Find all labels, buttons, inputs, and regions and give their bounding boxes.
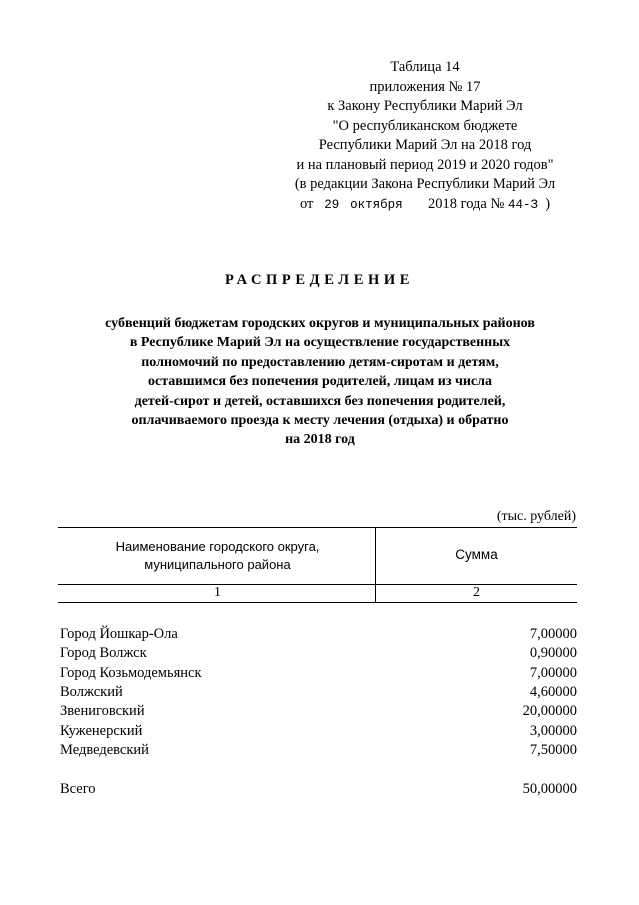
amendment-day: 29 (324, 197, 340, 212)
row-name: Город Йошкар-Ола (60, 626, 178, 642)
row-name: Волжский (60, 683, 123, 700)
subtitle-line: в Республике Марий Эл на осуществление государственных (129, 335, 511, 351)
header-appendix: приложения № 17 (369, 78, 481, 95)
amendment-close: ) (545, 195, 551, 212)
subtitle-line: оставшимся без попечения родителей, лицам из числа (147, 374, 492, 390)
row-value: 0,90000 (529, 645, 577, 662)
row-name: Куженерский (60, 722, 143, 739)
row-value: 7,50000 (529, 741, 577, 758)
subtitle-line: на 2018 год (285, 432, 355, 448)
table-row (60, 665, 577, 684)
header-amendment: (в редакции Закона Республики Марий Эл (294, 176, 556, 192)
subtitle-line: субвенций бюджетам городских округов и муниципальных районов (105, 316, 535, 331)
document-title: РАСПРЕДЕЛЕНИЕ (225, 272, 414, 288)
column-number-2: 2 (473, 585, 480, 600)
total-label: Всего (60, 781, 96, 797)
document-subtitle (60, 314, 580, 450)
subtitle-line: детей-сирот и детей, оставшихся без попечения родителей, (134, 393, 506, 409)
header-amendment-date (260, 195, 590, 216)
header-table-number: Таблица 14 (390, 59, 460, 75)
row-name: Город Волжск (60, 645, 147, 662)
row-value: 3,00000 (529, 722, 577, 739)
amendment-number: 44-З (507, 197, 538, 212)
column-header-name-line1: Наименование городского округа, (115, 539, 320, 554)
table-top-rule (58, 527, 577, 528)
row-value: 7,00000 (529, 626, 577, 642)
table-row (60, 645, 577, 664)
table-numbering-rule (58, 602, 577, 603)
amendment-year: 2018 года № (428, 195, 505, 212)
row-name: Медведевский (60, 741, 149, 758)
subtitle-line: оплачиваемого проезда к месту лечения (отдыха) и обратно (131, 413, 509, 429)
subtitle-line: полномочий по предоставлению детям-сиротам и детям, (141, 354, 499, 370)
amendment-month: октября (350, 197, 403, 212)
column-number-1: 1 (214, 585, 221, 600)
amendment-from: от (299, 195, 314, 212)
total-value: 50,00000 (522, 781, 577, 797)
row-value: 7,00000 (529, 664, 577, 681)
document-header (260, 58, 590, 215)
table-row (60, 723, 577, 742)
header-law: к Закону Республики Марий Эл (327, 98, 523, 114)
table-row (60, 742, 577, 761)
column-header-name (60, 538, 375, 574)
row-value: 20,00000 (522, 703, 577, 720)
table-row (60, 626, 577, 645)
header-law-title-1: "О республиканском бюджете (332, 117, 518, 134)
header-law-title-2: Республики Марий Эл на 2018 год (318, 137, 532, 153)
row-name: Город Козьмодемьянск (60, 664, 202, 681)
units-note: (тыс. рублей) (496, 509, 576, 524)
table-row (60, 703, 577, 722)
header-law-title-3: и на плановый период 2019 и 2020 годов" (296, 156, 554, 173)
table-total-row (60, 781, 577, 800)
row-name: Звениговский (60, 703, 145, 720)
row-value: 4,60000 (529, 683, 577, 700)
column-header-name-line2: муниципального района (144, 557, 291, 572)
table-row (60, 684, 577, 703)
column-header-sum: Сумма (455, 547, 498, 562)
